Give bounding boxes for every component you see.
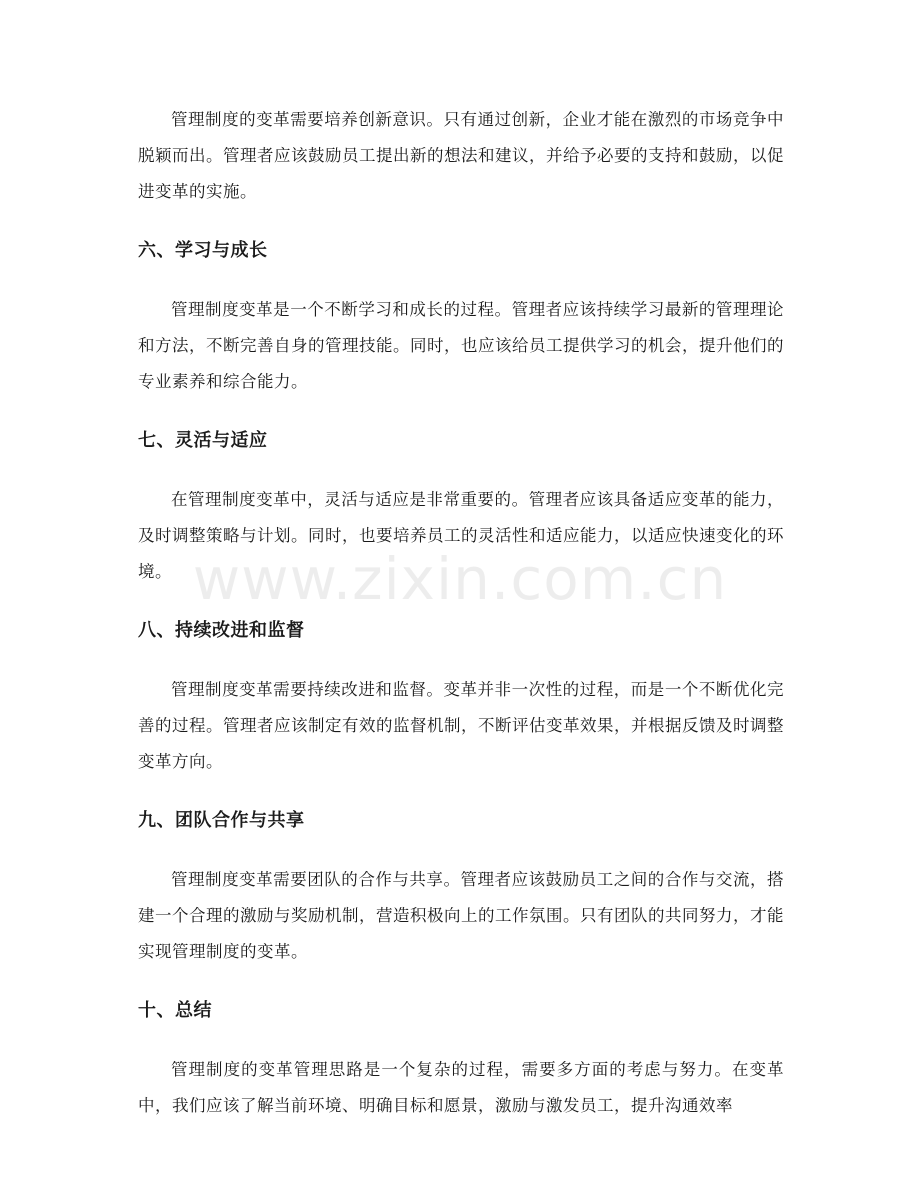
paragraph-flexibility: 在管理制度变革中，灵活与适应是非常重要的。管理者应该具备适应变革的能力，及时调整策略与计划。同时，也要培养员工的灵活性和适应能力，以适应快速变化的环境。: [138, 490, 784, 581]
watermark-text: www.zixin.com.cn: [192, 545, 728, 613]
heading-flexibility: 七、灵活与适应: [138, 430, 268, 451]
paragraph-learning-growth: 管理制度变革是一个不断学习和成长的过程。管理者应该持续学习最新的管理理论和方法，不断完善自身的管理技能。同时，也应该给员工提供学习的机会，提升他们的专业素养和综合能力。: [138, 300, 784, 391]
heading-learning-growth: 六、学习与成长: [138, 240, 268, 261]
document-body: [138, 102, 784, 1124]
paragraph-innovation: 管理制度的变革需要培养创新意识。只有通过创新，企业才能在激烈的市场竞争中脱颖而出。管理者应该鼓励员工提出新的想法和建议，并给予必要的支持和鼓励，以促进变革的实施。: [138, 110, 784, 201]
heading-summary: 十、总结: [138, 1000, 212, 1021]
heading-continuous-improvement: 八、持续改进和监督: [138, 620, 305, 641]
paragraph-continuous-improvement: 管理制度变革需要持续改进和监督。变革并非一次性的过程，而是一个不断优化完善的过程。管理者应该制定有效的监督机制，不断评估变革效果，并根据反馈及时调整变革方向。: [138, 680, 784, 771]
heading-teamwork: 九、团队合作与共享: [138, 810, 305, 831]
paragraph-summary: 管理制度的变革管理思路是一个复杂的过程，需要多方面的考虑与努力。在变革中，我们应该了解当前环境、明确目标和愿景，激励与激发员工，提升沟通效率: [138, 1060, 784, 1115]
paragraph-teamwork: 管理制度变革需要团队的合作与共享。管理者应该鼓励员工之间的合作与交流，搭建一个合理的激励与奖励机制，营造积极向上的工作氛围。只有团队的共同努力，才能实现管理制度的变革。: [138, 870, 784, 961]
